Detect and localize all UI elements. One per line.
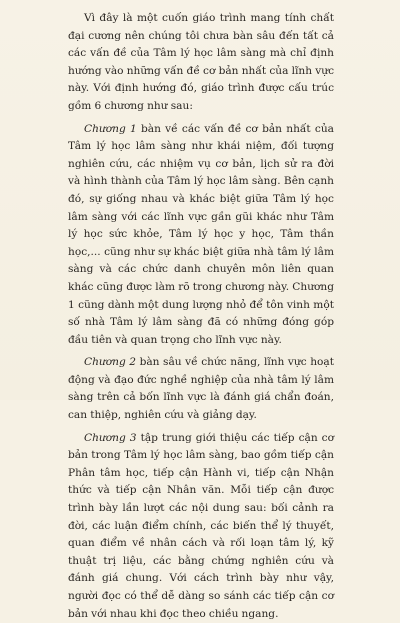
chapter-label: Chương 1 xyxy=(84,122,137,135)
paragraph-text: Vì đây là một cuốn giáo trình mang tính chất đại cương nên chúng tôi chưa bàn sâu đến tất cả các vấn đề của Tâm lý học lâm sàng mà chỉ định hướng vào những vấn đề cơ bản nhất của lĩnh vực này. Với định hướng đó, giáo trình được cấu trúc gồm 6 chương như sau: xyxy=(68,12,334,112)
paragraph-text: bàn về các vấn đề cơ bản nhất của Tâm lý học lâm sàng như khái niệm, đối tượng nghiên cứu, các nhiệm vụ cơ bản, lịch sử ra đời và hình thành của Tâm lý học lâm sàng. Bên cạnh đó, sự giống nhau và khác biệt giữa Tâm lý học lâm sàng với các lĩnh vực gần gũi khác như Tâm lý học sức khỏe, Tâm lý học y học, Tâm thần học,... cũng như sự khác biệt giữa nhà tâm lý lâm sàng và các chức danh chuyên môn liên quan khác cũng được làm rõ trong chương này. Chương 1 cũng dành một dung lượng nhỏ để tôn vinh một số nhà Tâm lý lâm sàng đã có những đóng góp đầu tiên và quan trọng cho lĩnh vực này. xyxy=(68,122,334,346)
paragraph-text: bàn sâu về chức năng, lĩnh vực hoạt động và đạo đức nghề nghiệp của nhà tâm lý lâm sàng trên cả bốn lĩnh vực là đánh giá chẩn đoán, can thiệp, nghiên cứu và giảng dạy. xyxy=(68,356,334,422)
paragraph-text: tập trung giới thiệu các tiếp cận cơ bản trong Tâm lý học lâm sàng, bao gồm tiếp cận Phân tâm học, tiếp cận Hành vi, tiếp cận Nhận thức và tiếp cận Nhân văn. Mỗi tiếp cận được trình bày lần lượt các nội dung sau: bối cảnh ra đời, các luận điểm chính, các biến thể lý thuyết, quan điểm về nhân cách và rối loạn tâm lý, kỹ thuật trị liệu, các bằng chứng nghiên cứu và đánh giá chung. Với cách trình bày như vậy, người đọc có thể dễ dàng so sánh các tiếp cận cơ bản với nhau khi đọc theo chiều ngang. xyxy=(68,431,334,620)
chapter-3-paragraph xyxy=(68,430,334,623)
chapter-2-paragraph xyxy=(68,354,334,424)
chapter-1-paragraph xyxy=(68,121,334,350)
chapter-label: Chương 3 xyxy=(84,431,137,444)
intro-paragraph xyxy=(68,10,334,116)
chapter-label: Chương 2 xyxy=(84,356,137,369)
